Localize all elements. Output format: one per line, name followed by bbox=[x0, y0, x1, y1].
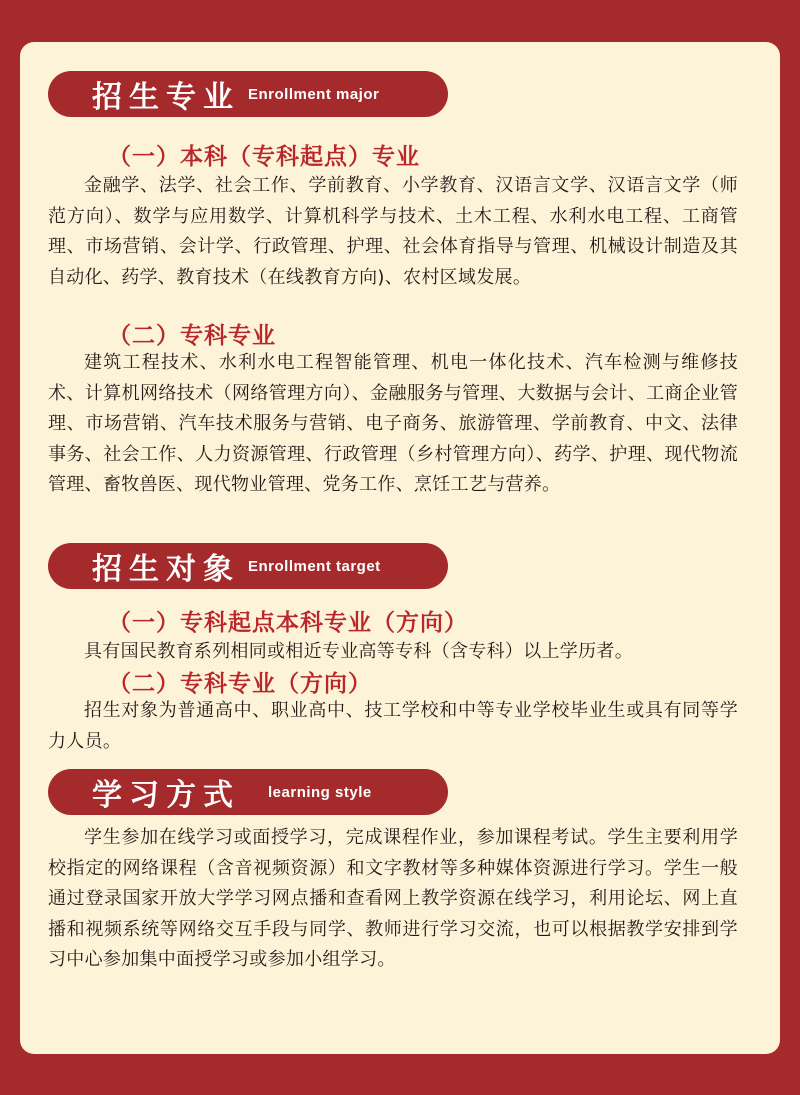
subheading-junior-college: （二）专科专业 bbox=[108, 323, 276, 349]
section-header-enrollment-target bbox=[48, 543, 448, 589]
section-title-en: Enrollment target bbox=[248, 557, 381, 575]
paragraph-target-undergraduate: 具有国民教育系列相同或相近专业高等专科（含专科）以上学历者。 bbox=[84, 641, 633, 662]
paragraph-undergraduate-majors: 金融学、法学、社会工作、学前教育、小学教育、汉语言文学、汉语言文学（师范方向）、数学与应用数学、计算机科学与技术、土木工程、水利水电工程、工商管理、市场营销、会计学、行政管理、护理、社会体育指导与管理、机械设计制造及其自动化、药学、教育技术（在线教育方向)、农村区域发展。 bbox=[48, 175, 738, 288]
subheading-target-junior-college: （二）专科专业（方向） bbox=[108, 671, 372, 697]
section-header-enrollment-major bbox=[48, 71, 448, 117]
subheading-undergraduate: （一）本科（专科起点）专业 bbox=[108, 144, 420, 170]
section-title-en: Enrollment major bbox=[248, 85, 380, 103]
section-title-zh: 招生专业 bbox=[92, 80, 240, 115]
section-header-learning-style bbox=[48, 769, 448, 815]
section-title-zh: 招生对象 bbox=[92, 552, 240, 587]
paragraph-target-junior-college: 招生对象为普通高中、职业高中、技工学校和中等专业学校毕业生或具有同等学力人员。 bbox=[48, 700, 738, 752]
subheading-target-undergraduate: （一）专科起点本科专业（方向） bbox=[108, 610, 468, 636]
paragraph-junior-college-majors: 建筑工程技术、水利水电工程智能管理、机电一体化技术、汽车检测与维修技术、计算机网络技术（网络管理方向）、金融服务与管理、大数据与会计、工商企业管理、市场营销、汽车技术服务与营销、电子商务、旅游管理、学前教育、中文、法律事务、社会工作、人力资源管理、行政管理（乡村管理方向）、药学、护理、现代物流管理、畜牧兽医、现代物业管理、党务工作、烹饪工艺与营养。 bbox=[48, 352, 738, 495]
section-title-en: learning style bbox=[268, 783, 372, 801]
paragraph-learning-style: 学生参加在线学习或面授学习，完成课程作业，参加课程考试。学生主要利用学校指定的网络课程（含音视频资源）和文字教材等多种媒体资源进行学习。学生一般通过登录国家开放大学学习网点播和查看网上教学资源在线学习，利用论坛、网上直播和视频系统等网络交互手段与同学、教师进行学习交流，也可以根据教学安排到学习中心参加集中面授学习或参加小组学习。 bbox=[48, 827, 738, 970]
section-title-zh: 学习方式 bbox=[92, 778, 240, 813]
